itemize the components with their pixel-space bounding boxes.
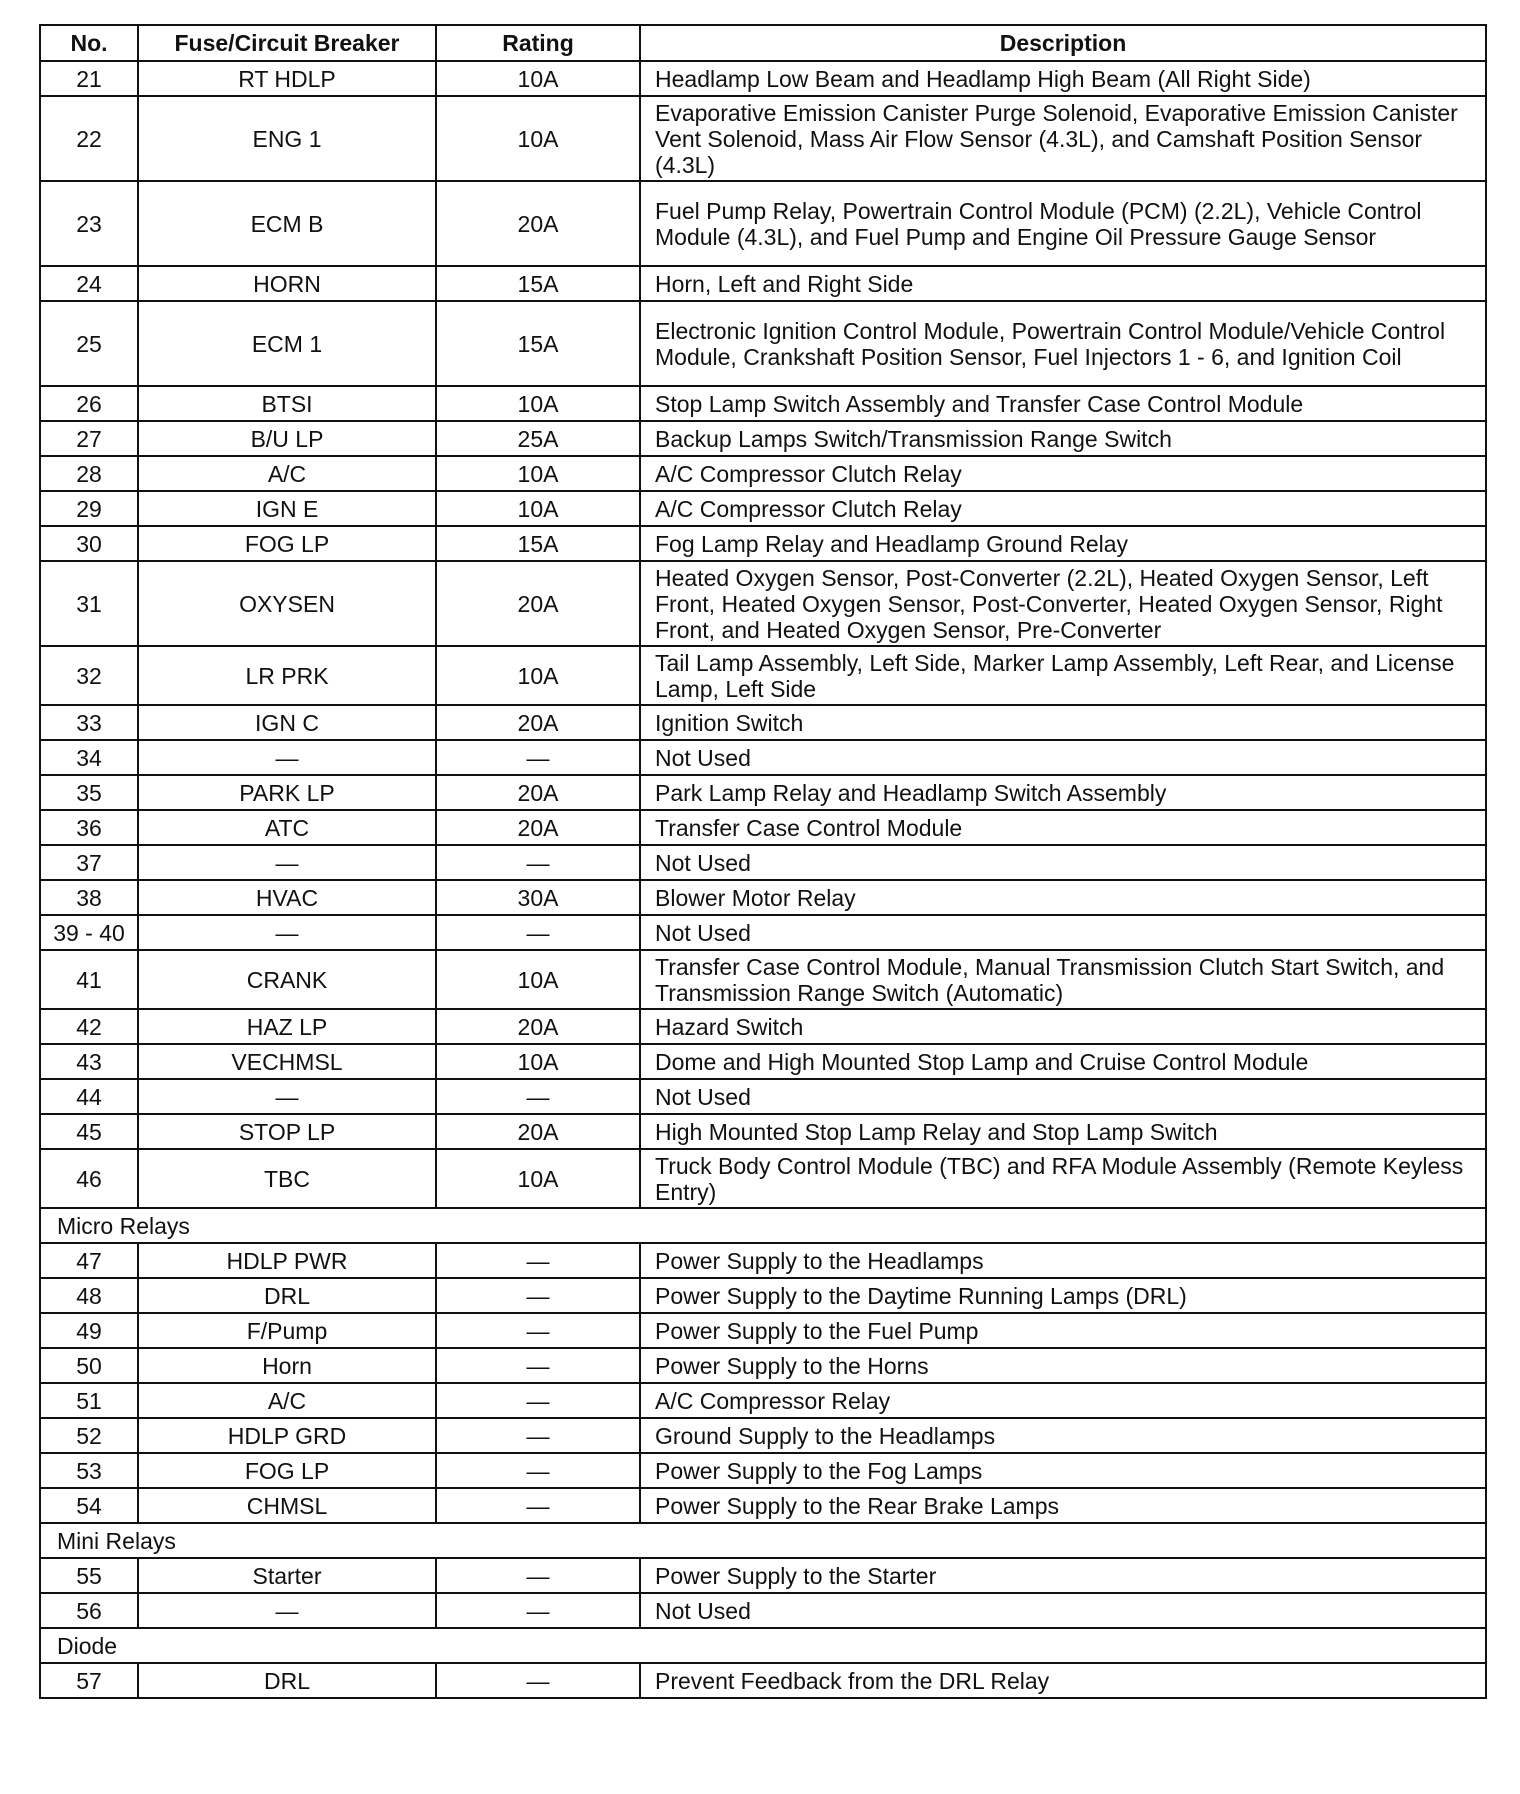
row-fuse: — xyxy=(138,1079,436,1114)
row-no: 46 xyxy=(40,1149,138,1208)
row-description: Heated Oxygen Sensor, Post-Converter (2.2L), Heated Oxygen Sensor, Left Front, Heated Oxygen Sensor, Post-Converter, Heated Oxygen Sensor, Right Front, and Heated Oxygen Sensor, Pre-Converter xyxy=(640,561,1486,646)
table-row xyxy=(40,845,1486,880)
table-row xyxy=(40,96,1486,181)
row-no: 25 xyxy=(40,301,138,386)
row-no: 32 xyxy=(40,646,138,705)
row-rating: 10A xyxy=(436,61,640,96)
table-row xyxy=(40,1114,1486,1149)
table-row xyxy=(40,526,1486,561)
table-row xyxy=(40,301,1486,386)
row-fuse: STOP LP xyxy=(138,1114,436,1149)
row-rating: — xyxy=(436,1558,640,1593)
table-row xyxy=(40,775,1486,810)
row-description: Dome and High Mounted Stop Lamp and Cruise Control Module xyxy=(640,1044,1486,1079)
row-description: Ignition Switch xyxy=(640,705,1486,740)
row-fuse: A/C xyxy=(138,456,436,491)
row-description: Tail Lamp Assembly, Left Side, Marker Lamp Assembly, Left Rear, and License Lamp, Left Side xyxy=(640,646,1486,705)
row-description: Hazard Switch xyxy=(640,1009,1486,1044)
row-rating: — xyxy=(436,1348,640,1383)
fuse-relay-table xyxy=(39,24,1487,1699)
row-rating: 10A xyxy=(436,386,640,421)
row-description: Power Supply to the Fog Lamps xyxy=(640,1453,1486,1488)
table-row xyxy=(40,1278,1486,1313)
row-fuse: CRANK xyxy=(138,950,436,1009)
row-description: Blower Motor Relay xyxy=(640,880,1486,915)
row-rating: 15A xyxy=(436,301,640,386)
row-no: 47 xyxy=(40,1243,138,1278)
table-row xyxy=(40,386,1486,421)
row-no: 44 xyxy=(40,1079,138,1114)
row-description: Park Lamp Relay and Headlamp Switch Assembly xyxy=(640,775,1486,810)
row-fuse: A/C xyxy=(138,1383,436,1418)
table-row xyxy=(40,1243,1486,1278)
table-row xyxy=(40,421,1486,456)
row-no: 48 xyxy=(40,1278,138,1313)
row-fuse: — xyxy=(138,740,436,775)
row-description: A/C Compressor Clutch Relay xyxy=(640,491,1486,526)
row-no: 56 xyxy=(40,1593,138,1628)
row-rating: 10A xyxy=(436,456,640,491)
row-rating: — xyxy=(436,915,640,950)
row-rating: — xyxy=(436,1313,640,1348)
table-row xyxy=(40,266,1486,301)
row-description: Power Supply to the Daytime Running Lamps (DRL) xyxy=(640,1278,1486,1313)
row-description: Truck Body Control Module (TBC) and RFA Module Assembly (Remote Keyless Entry) xyxy=(640,1149,1486,1208)
table-row xyxy=(40,561,1486,646)
row-rating: — xyxy=(436,1243,640,1278)
table-row xyxy=(40,810,1486,845)
row-no: 22 xyxy=(40,96,138,181)
table-row xyxy=(40,646,1486,705)
row-fuse: RT HDLP xyxy=(138,61,436,96)
row-rating: 10A xyxy=(436,491,640,526)
row-description: Fog Lamp Relay and Headlamp Ground Relay xyxy=(640,526,1486,561)
row-no: 38 xyxy=(40,880,138,915)
header-no: No. xyxy=(40,25,138,61)
header-row xyxy=(40,25,1486,61)
row-description: Not Used xyxy=(640,845,1486,880)
table-row xyxy=(40,181,1486,266)
row-description: A/C Compressor Clutch Relay xyxy=(640,456,1486,491)
table-row xyxy=(40,950,1486,1009)
row-rating: 10A xyxy=(436,1044,640,1079)
row-description: Not Used xyxy=(640,1079,1486,1114)
row-rating: — xyxy=(436,1488,640,1523)
row-rating: 20A xyxy=(436,775,640,810)
table-row xyxy=(40,1453,1486,1488)
row-rating: 10A xyxy=(436,950,640,1009)
row-rating: 20A xyxy=(436,705,640,740)
row-rating: 20A xyxy=(436,181,640,266)
header-description: Description xyxy=(640,25,1486,61)
row-fuse: B/U LP xyxy=(138,421,436,456)
table-row xyxy=(40,1488,1486,1523)
row-fuse: TBC xyxy=(138,1149,436,1208)
row-fuse: PARK LP xyxy=(138,775,436,810)
row-rating: — xyxy=(436,1079,640,1114)
table-row xyxy=(40,880,1486,915)
row-fuse: IGN E xyxy=(138,491,436,526)
row-fuse: HVAC xyxy=(138,880,436,915)
row-rating: — xyxy=(436,1278,640,1313)
row-fuse: — xyxy=(138,845,436,880)
row-fuse: ECM B xyxy=(138,181,436,266)
row-no: 42 xyxy=(40,1009,138,1044)
row-no: 28 xyxy=(40,456,138,491)
section-title: Micro Relays xyxy=(40,1208,1486,1243)
row-no: 31 xyxy=(40,561,138,646)
table-row xyxy=(40,1009,1486,1044)
row-rating: — xyxy=(436,740,640,775)
row-rating: 10A xyxy=(436,646,640,705)
row-rating: 20A xyxy=(436,1009,640,1044)
row-rating: 20A xyxy=(436,810,640,845)
row-description: Electronic Ignition Control Module, Powertrain Control Module/Vehicle Control Module, Crankshaft Position Sensor, Fuel Injectors 1 - 6, and Ignition Coil xyxy=(640,301,1486,386)
row-description: Power Supply to the Rear Brake Lamps xyxy=(640,1488,1486,1523)
row-rating: 20A xyxy=(436,561,640,646)
row-no: 24 xyxy=(40,266,138,301)
table-row xyxy=(40,1079,1486,1114)
row-no: 50 xyxy=(40,1348,138,1383)
row-rating: 15A xyxy=(436,266,640,301)
row-no: 35 xyxy=(40,775,138,810)
row-description: Power Supply to the Headlamps xyxy=(640,1243,1486,1278)
row-description: Power Supply to the Fuel Pump xyxy=(640,1313,1486,1348)
row-description: Power Supply to the Starter xyxy=(640,1558,1486,1593)
row-rating: — xyxy=(436,1383,640,1418)
table-row xyxy=(40,456,1486,491)
header-rating: Rating xyxy=(436,25,640,61)
row-no: 30 xyxy=(40,526,138,561)
row-rating: 25A xyxy=(436,421,640,456)
row-no: 29 xyxy=(40,491,138,526)
row-fuse: HAZ LP xyxy=(138,1009,436,1044)
row-no: 34 xyxy=(40,740,138,775)
row-fuse: Starter xyxy=(138,1558,436,1593)
row-description: Fuel Pump Relay, Powertrain Control Module (PCM) (2.2L), Vehicle Control Module (4.3L), and Fuel Pump and Engine Oil Pressure Gauge Sensor xyxy=(640,181,1486,266)
row-fuse: DRL xyxy=(138,1278,436,1313)
section-row-mini-relays xyxy=(40,1523,1486,1558)
row-no: 57 xyxy=(40,1663,138,1698)
table-row xyxy=(40,1418,1486,1453)
row-no: 54 xyxy=(40,1488,138,1523)
row-description: Not Used xyxy=(640,1593,1486,1628)
row-description: Ground Supply to the Headlamps xyxy=(640,1418,1486,1453)
table-row xyxy=(40,1313,1486,1348)
table-row xyxy=(40,915,1486,950)
table-row xyxy=(40,491,1486,526)
row-rating: 10A xyxy=(436,96,640,181)
row-description: A/C Compressor Relay xyxy=(640,1383,1486,1418)
row-fuse: HDLP PWR xyxy=(138,1243,436,1278)
row-rating: — xyxy=(436,1418,640,1453)
row-rating: 15A xyxy=(436,526,640,561)
row-rating: — xyxy=(436,1593,640,1628)
table-row xyxy=(40,1044,1486,1079)
row-rating: 20A xyxy=(436,1114,640,1149)
row-fuse: — xyxy=(138,1593,436,1628)
section-title: Mini Relays xyxy=(40,1523,1486,1558)
row-no: 36 xyxy=(40,810,138,845)
row-no: 52 xyxy=(40,1418,138,1453)
row-fuse: ECM 1 xyxy=(138,301,436,386)
row-fuse: BTSI xyxy=(138,386,436,421)
row-no: 33 xyxy=(40,705,138,740)
row-no: 45 xyxy=(40,1114,138,1149)
row-fuse: LR PRK xyxy=(138,646,436,705)
header-fuse-circuit-breaker: Fuse/Circuit Breaker xyxy=(138,25,436,61)
row-no: 26 xyxy=(40,386,138,421)
row-no: 39 - 40 xyxy=(40,915,138,950)
row-no: 49 xyxy=(40,1313,138,1348)
row-description: Prevent Feedback from the DRL Relay xyxy=(640,1663,1486,1698)
row-description: Horn, Left and Right Side xyxy=(640,266,1486,301)
row-rating: 30A xyxy=(436,880,640,915)
section-row-diode xyxy=(40,1628,1486,1663)
row-fuse: FOG LP xyxy=(138,526,436,561)
row-fuse: CHMSL xyxy=(138,1488,436,1523)
row-fuse: FOG LP xyxy=(138,1453,436,1488)
row-no: 43 xyxy=(40,1044,138,1079)
row-fuse: OXYSEN xyxy=(138,561,436,646)
row-no: 55 xyxy=(40,1558,138,1593)
row-fuse: HDLP GRD xyxy=(138,1418,436,1453)
row-fuse: HORN xyxy=(138,266,436,301)
section-title: Diode xyxy=(40,1628,1486,1663)
table-row xyxy=(40,1593,1486,1628)
row-description: Transfer Case Control Module xyxy=(640,810,1486,845)
row-rating: — xyxy=(436,845,640,880)
row-no: 41 xyxy=(40,950,138,1009)
row-fuse: IGN C xyxy=(138,705,436,740)
table-row xyxy=(40,1663,1486,1698)
row-description: Headlamp Low Beam and Headlamp High Beam (All Right Side) xyxy=(640,61,1486,96)
row-rating: — xyxy=(436,1453,640,1488)
row-description: Backup Lamps Switch/Transmission Range Switch xyxy=(640,421,1486,456)
row-no: 53 xyxy=(40,1453,138,1488)
row-no: 51 xyxy=(40,1383,138,1418)
table-row xyxy=(40,740,1486,775)
table-row xyxy=(40,1348,1486,1383)
row-fuse: ATC xyxy=(138,810,436,845)
row-rating: 10A xyxy=(436,1149,640,1208)
row-fuse: F/Pump xyxy=(138,1313,436,1348)
section-row-micro-relays xyxy=(40,1208,1486,1243)
table-row xyxy=(40,1149,1486,1208)
row-description: Stop Lamp Switch Assembly and Transfer Case Control Module xyxy=(640,386,1486,421)
row-description: Not Used xyxy=(640,740,1486,775)
row-no: 27 xyxy=(40,421,138,456)
row-description: Transfer Case Control Module, Manual Transmission Clutch Start Switch, and Transmission Range Switch (Automatic) xyxy=(640,950,1486,1009)
row-description: Power Supply to the Horns xyxy=(640,1348,1486,1383)
row-description: Not Used xyxy=(640,915,1486,950)
table-row xyxy=(40,1558,1486,1593)
row-description: Evaporative Emission Canister Purge Solenoid, Evaporative Emission Canister Vent Solenoid, Mass Air Flow Sensor (4.3L), and Camshaft Position Sensor (4.3L) xyxy=(640,96,1486,181)
row-fuse: DRL xyxy=(138,1663,436,1698)
row-rating: — xyxy=(436,1663,640,1698)
table-row xyxy=(40,705,1486,740)
row-no: 23 xyxy=(40,181,138,266)
table-row xyxy=(40,61,1486,96)
row-fuse: — xyxy=(138,915,436,950)
row-description: High Mounted Stop Lamp Relay and Stop Lamp Switch xyxy=(640,1114,1486,1149)
row-fuse: VECHMSL xyxy=(138,1044,436,1079)
row-no: 37 xyxy=(40,845,138,880)
row-no: 21 xyxy=(40,61,138,96)
table-row xyxy=(40,1383,1486,1418)
row-fuse: Horn xyxy=(138,1348,436,1383)
row-fuse: ENG 1 xyxy=(138,96,436,181)
